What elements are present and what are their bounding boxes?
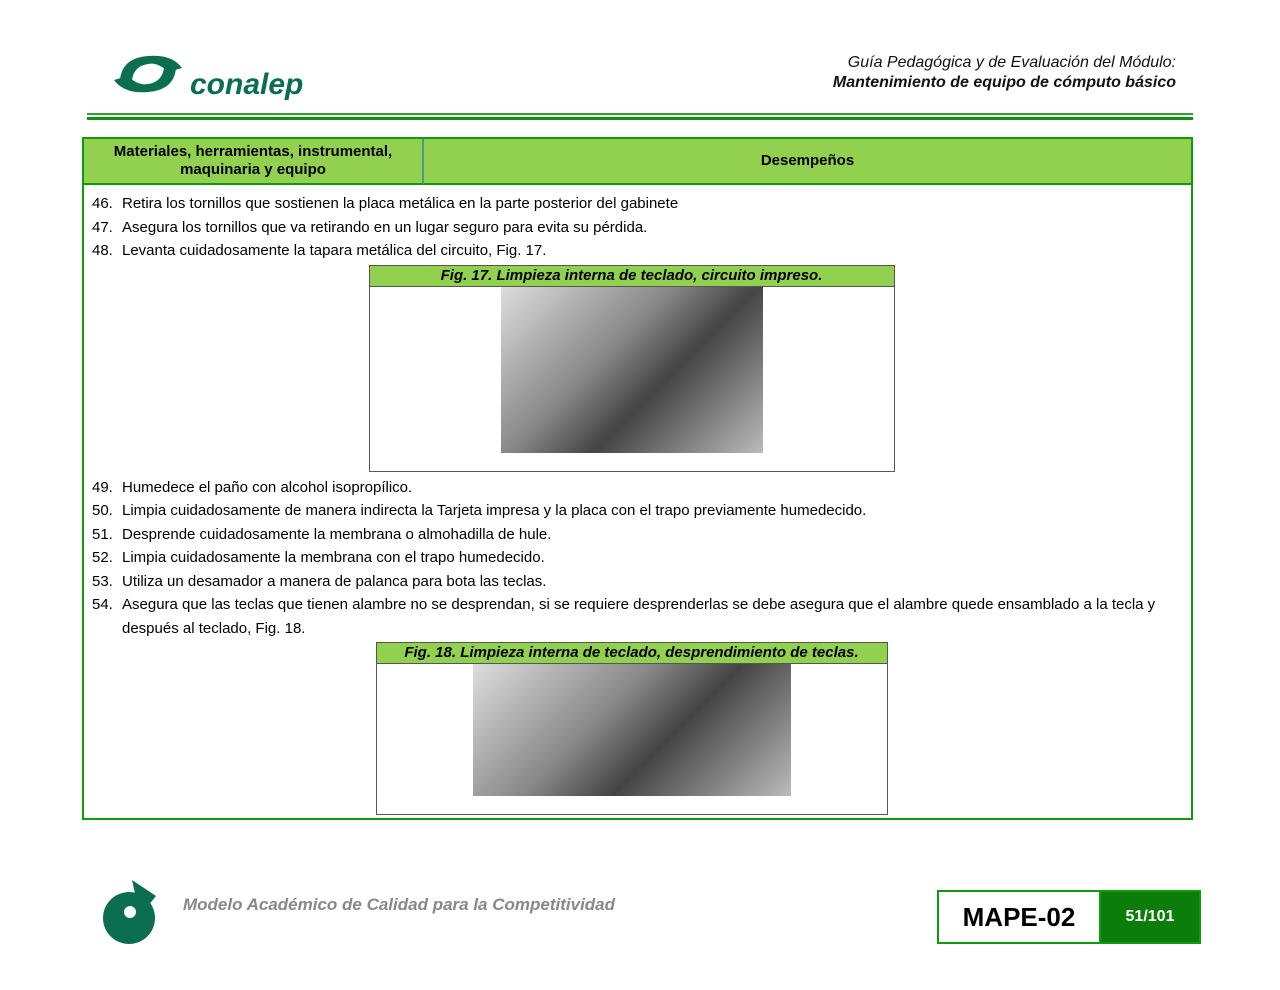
document-code-box [937,890,1201,944]
item-number: 48. [92,242,113,259]
item-text: Utiliza un desamador a manera de palanca para bota las teclas. [122,572,547,590]
item-text: Levanta cuidadosamente la tapara metálica del circuito, Fig. 17. [122,242,547,259]
column-header-materials: Materiales, herramientas, instrumental, maquinaria y equipo [84,139,424,185]
content-table [82,137,1193,820]
item-number: 52. [92,549,113,566]
header-line1: Guía Pedagógica y de Evaluación del Módulo: [847,54,1176,71]
item-text: Desprende cuidadosamente la membrana o almohadilla de hule. [122,525,552,543]
column-header-performance: Desempeños [424,139,1191,185]
list-item [92,570,1171,594]
document-code: MAPE-02 [939,892,1101,942]
item-text: Asegura que las teclas que tienen alambre no se desprendan, si se requiere desprenderlas se debe asegura que el alambre quede ensamblado a la tecla y después al teclado, Fig. 18. [122,596,1156,637]
conalep-logo [112,50,304,101]
figure-caption: Fig. 18. Limpieza interna de teclado, desprendimiento de teclas. [377,643,887,664]
list-item [92,239,1171,263]
header-rule [87,113,1193,115]
item-number: 54. [92,596,113,613]
item-number: 49. [92,478,113,496]
item-number: 47. [92,218,113,236]
item-number: 53. [92,572,113,590]
list-item [92,476,1171,500]
list-item [92,216,1171,240]
conalep-logo-icon [112,50,184,98]
figure-caption: Fig. 17. Limpieza interna de teclado, circuito impreso. [370,266,894,287]
item-text: Retira los tornillos que sostienen la placa metálica en la parte posterior del gabinete [122,195,679,212]
list-item [92,192,1171,216]
header-rule-thick [87,117,1193,120]
header-line2: Mantenimiento de equipo de cómputo básico [832,74,1176,91]
item-text: Asegura los tornillos que va retirando en un lugar seguro para evita su pérdida. [122,218,648,236]
item-text: Humedece el paño con alcohol isopropílico. [122,478,413,496]
item-number: 51. [92,525,113,543]
list-item [92,546,1171,570]
item-number: 50. [92,502,113,519]
keyboard-keys-photo [473,664,791,796]
document-header [833,53,1176,93]
circuit-board-photo [501,287,763,453]
item-text: Limpia cuidadosamente de manera indirecta la Tarjeta impresa y la placa con el trapo previamente humedecido. [122,502,867,519]
list-item [92,499,1171,523]
academic-model-logo [96,876,166,951]
footer-model-text: Modelo Académico de Calidad para la Competitividad [183,895,616,914]
figure-18 [376,642,888,815]
logo-text: conalep [190,68,304,101]
steps-list [92,192,1171,819]
list-item [92,593,1171,640]
list-item [92,523,1171,547]
item-text: Limpia cuidadosamente la membrana con el trapo humedecido. [122,549,545,566]
page-number: 51/101 [1101,892,1199,942]
figure-17 [369,265,895,472]
item-number: 46. [92,195,113,212]
